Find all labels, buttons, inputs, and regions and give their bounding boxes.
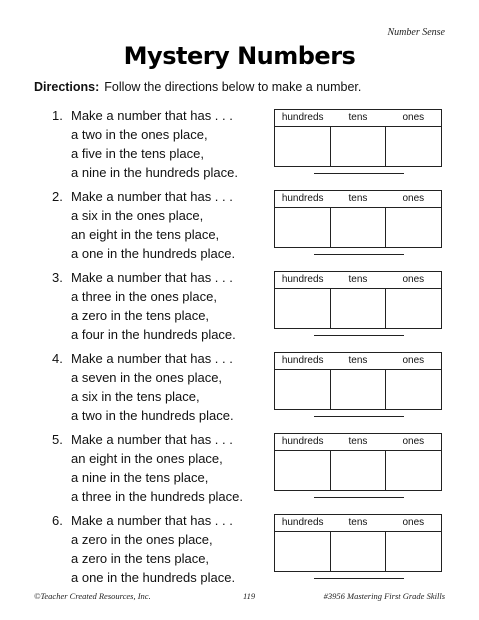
tens-cell[interactable] bbox=[331, 532, 387, 571]
problem-number: 5. bbox=[52, 432, 63, 447]
header-hundreds: hundreds bbox=[281, 274, 324, 285]
answer-line[interactable] bbox=[314, 497, 404, 498]
ones-cell[interactable] bbox=[386, 127, 441, 166]
problem-clue: a zero in the tens place, bbox=[71, 308, 210, 323]
place-value-table bbox=[274, 190, 442, 248]
header-ones: ones bbox=[402, 193, 425, 204]
answer-line[interactable] bbox=[314, 335, 404, 336]
hundreds-cell[interactable] bbox=[275, 289, 331, 328]
problem-clue: an eight in the tens place, bbox=[71, 227, 220, 242]
header-ones: ones bbox=[402, 112, 425, 123]
header-tens: tens bbox=[348, 112, 368, 123]
place-value-table bbox=[274, 433, 442, 491]
problem-clue: a six in the ones place, bbox=[71, 208, 204, 223]
answer-line[interactable] bbox=[314, 416, 404, 417]
header-hundreds: hundreds bbox=[281, 436, 324, 447]
header-hundreds: hundreds bbox=[281, 193, 324, 204]
answer-line[interactable] bbox=[314, 254, 404, 255]
problem-number: 2. bbox=[52, 189, 63, 204]
footer-copyright: ©Teacher Created Resources, Inc. bbox=[34, 591, 151, 601]
hundreds-cell[interactable] bbox=[275, 370, 331, 409]
problem-prompt: Make a number that has . . . bbox=[71, 189, 233, 204]
tens-cell[interactable] bbox=[331, 289, 387, 328]
problem-clue: a five in the tens place, bbox=[71, 146, 204, 161]
hundreds-cell[interactable] bbox=[275, 127, 331, 166]
directions-label: Directions: bbox=[34, 80, 100, 94]
ones-cell[interactable] bbox=[386, 370, 441, 409]
section-label: Number Sense bbox=[387, 27, 445, 38]
problem-number: 3. bbox=[52, 270, 63, 285]
ones-cell[interactable] bbox=[386, 208, 441, 247]
tens-cell[interactable] bbox=[331, 127, 387, 166]
ones-cell[interactable] bbox=[386, 289, 441, 328]
place-value-header bbox=[275, 110, 441, 127]
problem-prompt: Make a number that has . . . bbox=[71, 351, 233, 366]
problem-clue: a zero in the tens place, bbox=[71, 551, 210, 566]
answer-line[interactable] bbox=[314, 578, 404, 579]
header-tens: tens bbox=[348, 517, 368, 528]
problem-clue: a six in the tens place, bbox=[71, 389, 200, 404]
header-hundreds: hundreds bbox=[281, 112, 324, 123]
problem-number: 6. bbox=[52, 513, 63, 528]
problem-clue: a one in the hundreds place. bbox=[71, 570, 236, 585]
place-value-table bbox=[274, 514, 442, 572]
problem-number: 1. bbox=[52, 108, 63, 123]
ones-cell[interactable] bbox=[386, 451, 441, 490]
place-value-table bbox=[274, 109, 442, 167]
hundreds-cell[interactable] bbox=[275, 208, 331, 247]
header-ones: ones bbox=[402, 436, 425, 447]
problem-clue: a nine in the hundreds place. bbox=[71, 165, 238, 180]
problem-prompt: Make a number that has . . . bbox=[71, 270, 233, 285]
problem-clue: a two in the hundreds place. bbox=[71, 408, 234, 423]
header-tens: tens bbox=[348, 436, 368, 447]
problem-clue: a zero in the ones place, bbox=[71, 532, 213, 547]
problem-clue: a two in the ones place, bbox=[71, 127, 208, 142]
problem-clue: a three in the ones place, bbox=[71, 289, 217, 304]
directions bbox=[34, 80, 361, 94]
footer-book-title: #3956 Mastering First Grade Skills bbox=[323, 591, 445, 601]
footer-page-number: 119 bbox=[243, 591, 256, 601]
header-tens: tens bbox=[348, 355, 368, 366]
place-value-header bbox=[275, 434, 441, 451]
place-value-table bbox=[274, 352, 442, 410]
header-ones: ones bbox=[402, 355, 425, 366]
problem-prompt: Make a number that has . . . bbox=[71, 513, 233, 528]
hundreds-cell[interactable] bbox=[275, 451, 331, 490]
problem-clue: a four in the hundreds place. bbox=[71, 327, 236, 342]
problem-prompt: Make a number that has . . . bbox=[71, 108, 233, 123]
problem-clue: a three in the hundreds place. bbox=[71, 489, 244, 504]
header-hundreds: hundreds bbox=[281, 355, 324, 366]
problem-clue: an eight in the ones place, bbox=[71, 451, 223, 466]
tens-cell[interactable] bbox=[331, 370, 387, 409]
header-hundreds: hundreds bbox=[281, 517, 324, 528]
tens-cell[interactable] bbox=[331, 208, 387, 247]
place-value-table bbox=[274, 271, 442, 329]
problem-clue: a nine in the tens place, bbox=[71, 470, 209, 485]
problem-number: 4. bbox=[52, 351, 63, 366]
place-value-header bbox=[275, 191, 441, 208]
place-value-header bbox=[275, 515, 441, 532]
header-ones: ones bbox=[402, 274, 425, 285]
header-ones: ones bbox=[402, 517, 425, 528]
problem-clue: a seven in the ones place, bbox=[71, 370, 223, 385]
header-tens: tens bbox=[348, 274, 368, 285]
problem-prompt: Make a number that has . . . bbox=[71, 432, 233, 447]
answer-line[interactable] bbox=[314, 173, 404, 174]
directions-text: Follow the directions below to make a number. bbox=[104, 80, 362, 94]
tens-cell[interactable] bbox=[331, 451, 387, 490]
place-value-header bbox=[275, 353, 441, 370]
header-tens: tens bbox=[348, 193, 368, 204]
page-title: Mystery Numbers bbox=[123, 42, 356, 70]
problem-clue: a one in the hundreds place. bbox=[71, 246, 236, 261]
hundreds-cell[interactable] bbox=[275, 532, 331, 571]
place-value-header bbox=[275, 272, 441, 289]
ones-cell[interactable] bbox=[386, 532, 441, 571]
